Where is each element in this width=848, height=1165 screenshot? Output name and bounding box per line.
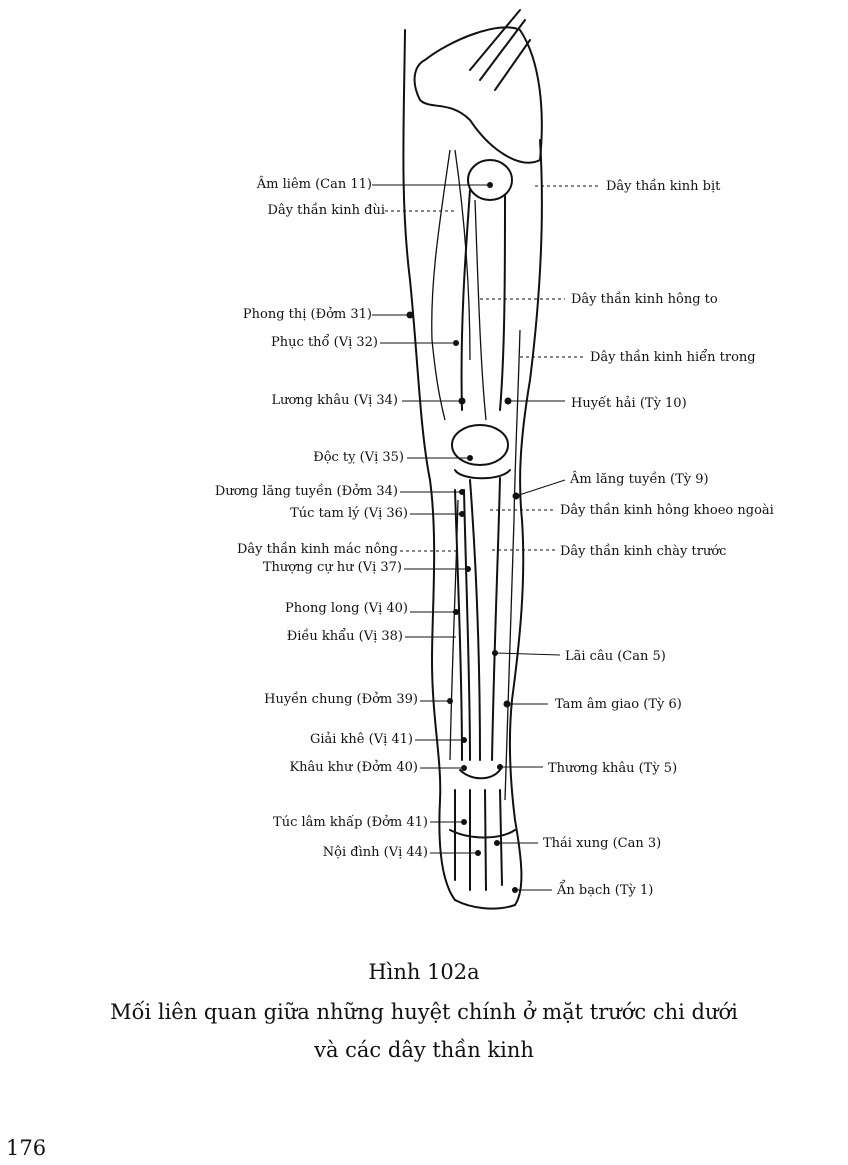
label-thuong-khau: Thương khâu (Tỳ 5) — [548, 761, 678, 776]
pelvis — [415, 27, 542, 162]
label-am-lang-tuyen: Âm lăng tuyền (Tỳ 9) — [570, 472, 709, 487]
tibia — [470, 478, 500, 760]
label-khau-khu: Khâu khư (Đởm 40) — [289, 760, 418, 775]
label-phong-thi: Phong thị (Đởm 31) — [242, 307, 372, 322]
label-lai-cau: Lãi câu (Can 5) — [565, 649, 666, 664]
label-than-kinh-hong-to: Dây thần kinh hông to — [571, 292, 718, 307]
label-dieu-khau: Điều khẩu (Vị 38) — [286, 629, 403, 644]
label-phuc-tho: Phục thổ (Vị 32) — [271, 335, 378, 350]
label-luong-khau: Lương khâu (Vị 34) — [271, 393, 398, 408]
label-than-kinh-hong-khoeo-ngoai: Dây thần kinh hông khoeo ngoài — [560, 503, 774, 518]
label-thuong-cu-hu: Thượng cự hư (Vị 37) — [262, 560, 402, 575]
label-giai-khe: Giải khê (Vị 41) — [309, 732, 413, 747]
label-than-kinh-chay-truoc: Dây thần kinh chày trước — [560, 544, 727, 559]
label-thai-xung: Thái xung (Can 3) — [543, 836, 662, 851]
label-tam-am-giao: Tam âm giao (Tỳ 6) — [555, 697, 682, 712]
foot-outline — [455, 900, 515, 909]
leg-outline-right — [510, 140, 542, 905]
figure-caption-line2: và các dây thần kinh — [314, 1038, 534, 1062]
label-tuc-lam-khap: Túc lâm khấp (Đởm 41) — [273, 815, 428, 830]
label-doc-ty: Độc tỵ (Vị 35) — [313, 450, 404, 465]
label-than-kinh-dui: Dây thần kinh đùi — [267, 203, 385, 218]
figure-caption-line1: Mối liên quan giữa những huyệt chính ở mặt trước chi dưới — [110, 1000, 738, 1024]
figure-title: Hình 102a — [368, 960, 480, 984]
label-tuc-tam-ly: Túc tam lý (Vị 36) — [290, 506, 408, 521]
label-duong-lang-tuyen: Dương lăng tuyền (Đởm 34) — [214, 484, 398, 499]
label-than-kinh-mac-nong: Dây thần kinh mác nông — [236, 542, 398, 557]
page-number: 176 — [6, 1136, 47, 1160]
label-an-bach: Ẩn bạch (Tỳ 1) — [557, 883, 654, 898]
label-am-liem: Âm liêm (Can 11) — [256, 177, 372, 192]
label-than-kinh-bit: Dây thần kinh bịt — [606, 179, 721, 194]
label-huyet-hai: Huyết hải (Tỳ 10) — [571, 396, 687, 411]
label-huyen-chung: Huyền chung (Đởm 39) — [264, 692, 418, 707]
label-noi-dinh: Nội đình (Vị 44) — [322, 845, 428, 860]
label-than-kinh-hien-trong: Dây thần kinh hiển trong — [590, 350, 756, 365]
label-phong-long: Phong long (Vị 40) — [285, 601, 408, 616]
